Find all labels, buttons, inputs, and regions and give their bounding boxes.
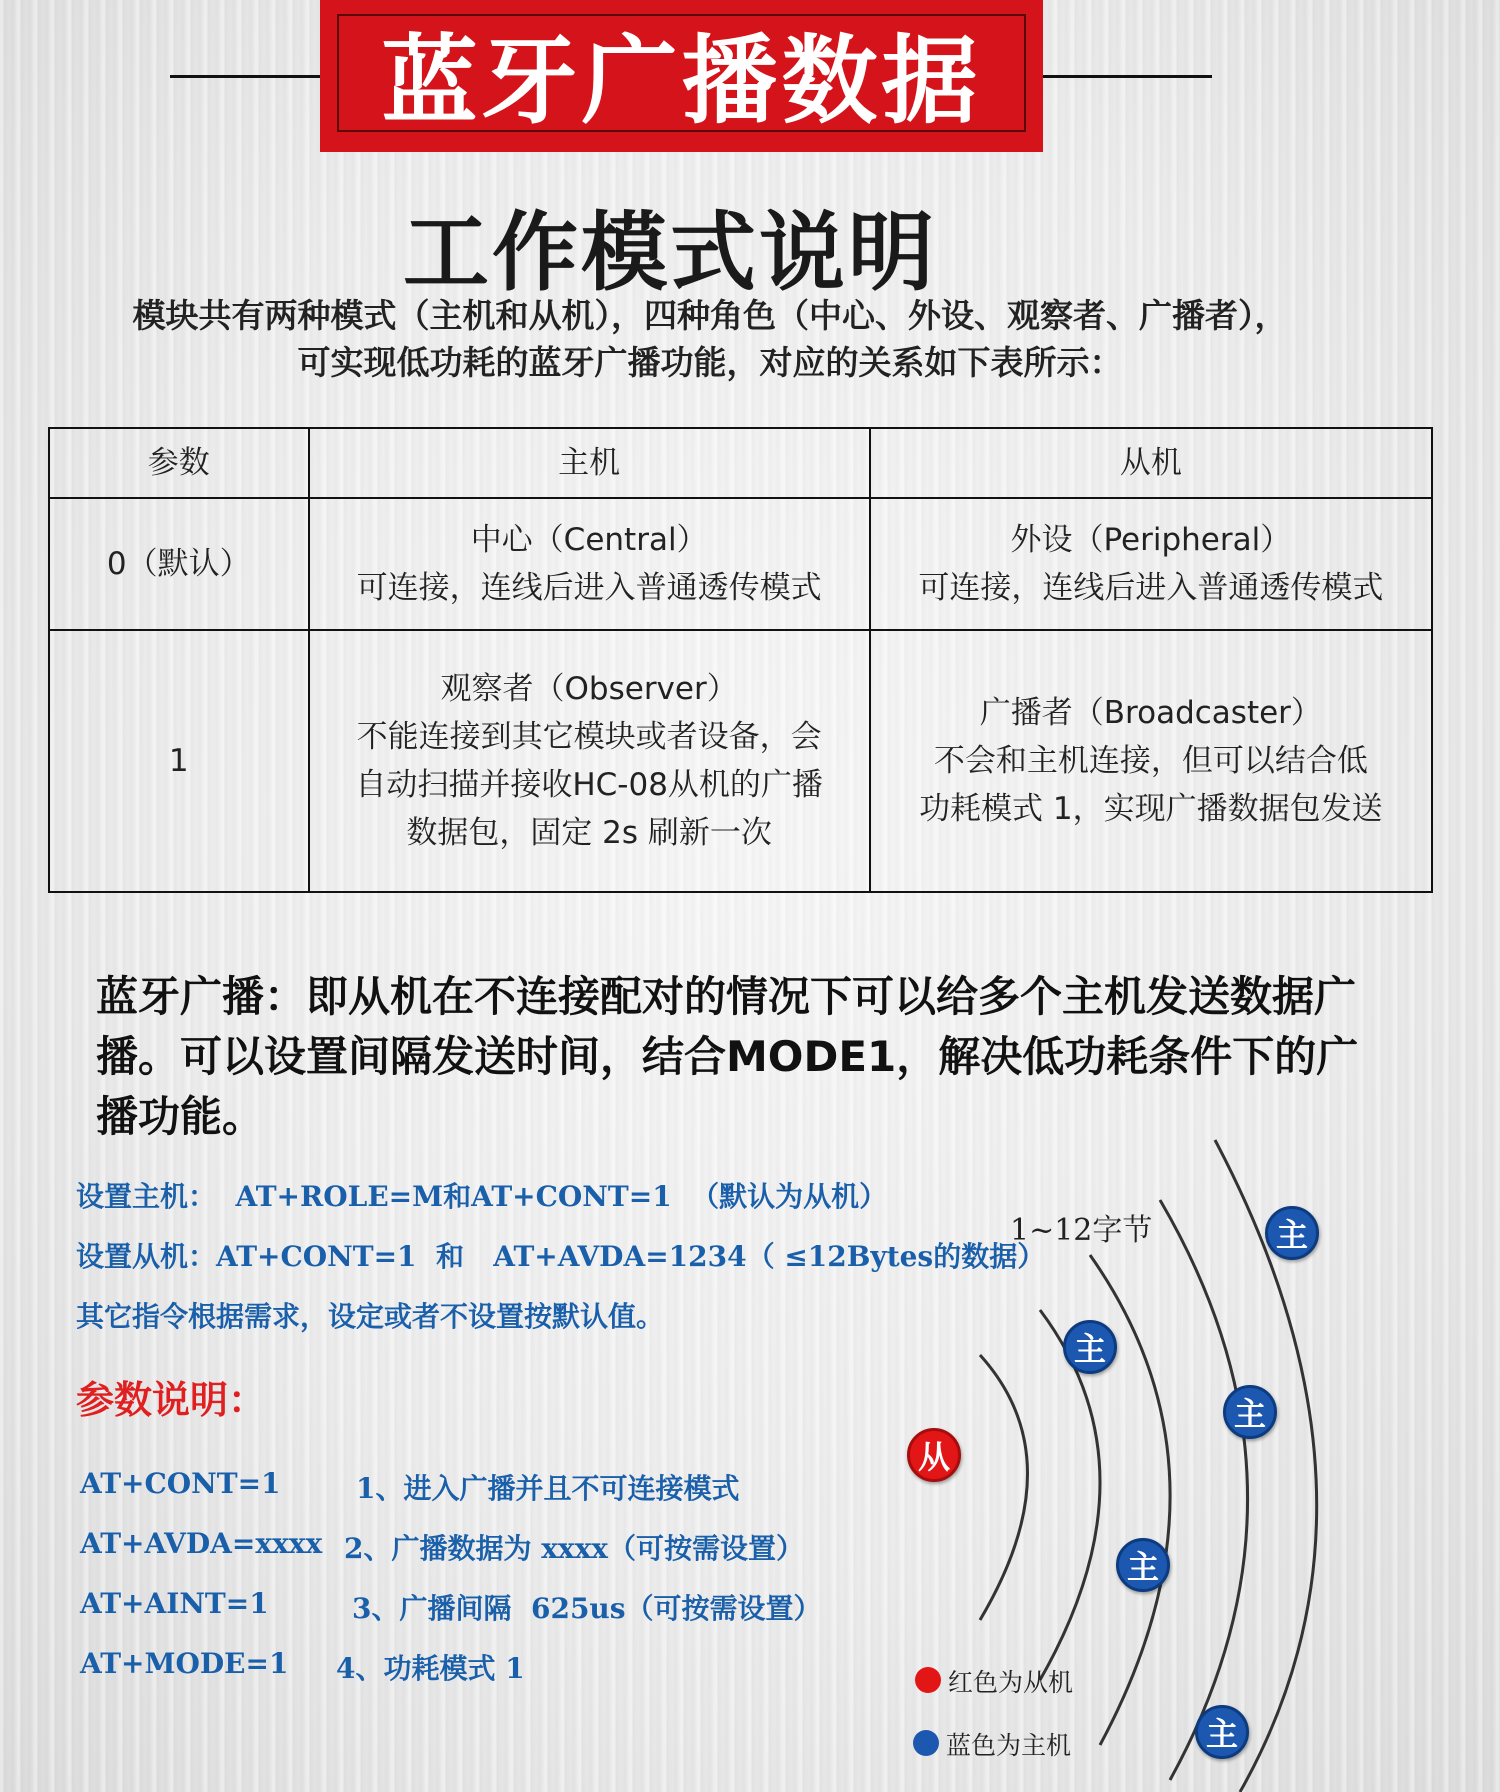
row1-master-desc-2: 自动扫描并接收HC-08从机的广播 (355, 767, 823, 803)
wave-4 (1160, 1200, 1248, 1780)
row0-param: 0（默认） (49, 498, 309, 630)
row1-slave-role: 广播者（Broadcaster） (979, 695, 1322, 731)
master-node-1: 主 (1063, 1320, 1117, 1374)
banner-line-right (1025, 75, 1212, 78)
legend-master-dot (913, 1730, 939, 1756)
row1-master-desc-3: 数据包，固定 2s 刷新一次 (406, 815, 772, 851)
table-header-row (49, 428, 1432, 498)
row0-master (309, 498, 870, 630)
bytes-label: 1~12字节 (1010, 1213, 1153, 1248)
legend-slave-text: 红色为从机 (948, 1668, 1074, 1697)
param-desc-2: 2、广播数据为 xxxx（可按需设置） (344, 1532, 805, 1565)
header-master: 主机 (309, 428, 870, 498)
param-cmd-3: AT+AINT=1 (80, 1587, 269, 1620)
table-row (49, 630, 1432, 892)
mode-table (48, 427, 1433, 893)
param-desc-1: 1、进入广播并且不可连接模式 (356, 1472, 740, 1505)
param-desc-3: 3、广播间隔 625us（可按需设置） (352, 1592, 822, 1625)
master-node-3: 主 (1223, 1385, 1277, 1439)
table-row (49, 498, 1432, 630)
legend-slave-dot (915, 1667, 941, 1693)
description-line-2: 播。可以设置间隔发送时间，结合MODE1，解决低功耗条件下的广 (96, 1032, 1359, 1081)
row1-master (309, 630, 870, 892)
header-slave: 从机 (870, 428, 1432, 498)
master-node-2: 主 (1265, 1206, 1319, 1260)
wave-1 (980, 1355, 1028, 1620)
legend-master-text: 蓝色为主机 (946, 1731, 1072, 1760)
row0-master-role: 中心（Central） (470, 522, 708, 558)
param-desc-4: 4、功耗模式 1 (336, 1652, 525, 1685)
row1-param: 1 (49, 630, 309, 892)
row0-master-desc: 可连接，连线后进入普通透传模式 (356, 570, 822, 606)
param-cmd-1: AT+CONT=1 (80, 1467, 281, 1500)
slave-node: 从 (907, 1428, 961, 1482)
param-cmd-2: AT+AVDA=xxxx (80, 1527, 323, 1560)
row0-slave (870, 498, 1432, 630)
intro-line-2: 可实现低功耗的蓝牙广播功能，对应的关系如下表所示： (297, 343, 1123, 382)
param-cmd-4: AT+MODE=1 (80, 1647, 289, 1680)
description-line-1: 蓝牙广播：即从机在不连接配对的情况下可以给多个主机发送数据广 (96, 972, 1357, 1021)
setup-other: 其它指令根据需求，设定或者不设置按默认值。 (76, 1300, 665, 1333)
description-line-3: 播功能。 (96, 1092, 265, 1141)
banner-title: 蓝牙广播数据 (381, 24, 982, 137)
params-heading: 参数说明： (76, 1377, 267, 1422)
intro-line-1: 模块共有两种模式（主机和从机），四种角色（中心、外设、观察者、广播者）， (132, 296, 1288, 335)
master-node-5: 主 (1195, 1705, 1249, 1759)
banner-line-left (170, 75, 340, 78)
row0-slave-role: 外设（Peripheral） (1010, 522, 1292, 558)
row1-master-role: 观察者（Observer） (440, 671, 738, 707)
row1-master-desc-1: 不能连接到其它模块或者设备，会 (356, 719, 822, 755)
row0-slave-desc: 可连接，连线后进入普通透传模式 (918, 570, 1384, 606)
setup-slave: 设置从机：AT+CONT=1 和 AT+AVDA=1234（ ≤12Bytes的数据） (76, 1240, 1046, 1273)
row1-slave-desc-1: 不会和主机连接，但可以结合低 (933, 743, 1368, 779)
header-param: 参数 (49, 428, 309, 498)
master-node-4: 主 (1116, 1538, 1170, 1592)
row1-slave (870, 630, 1432, 892)
section-title: 工作模式说明 (403, 202, 937, 303)
setup-master: 设置主机： AT+ROLE=M和AT+CONT=1 （默认为从机） (76, 1180, 888, 1213)
row1-slave-desc-2: 功耗模式 1，实现广播数据包发送 (919, 791, 1383, 827)
